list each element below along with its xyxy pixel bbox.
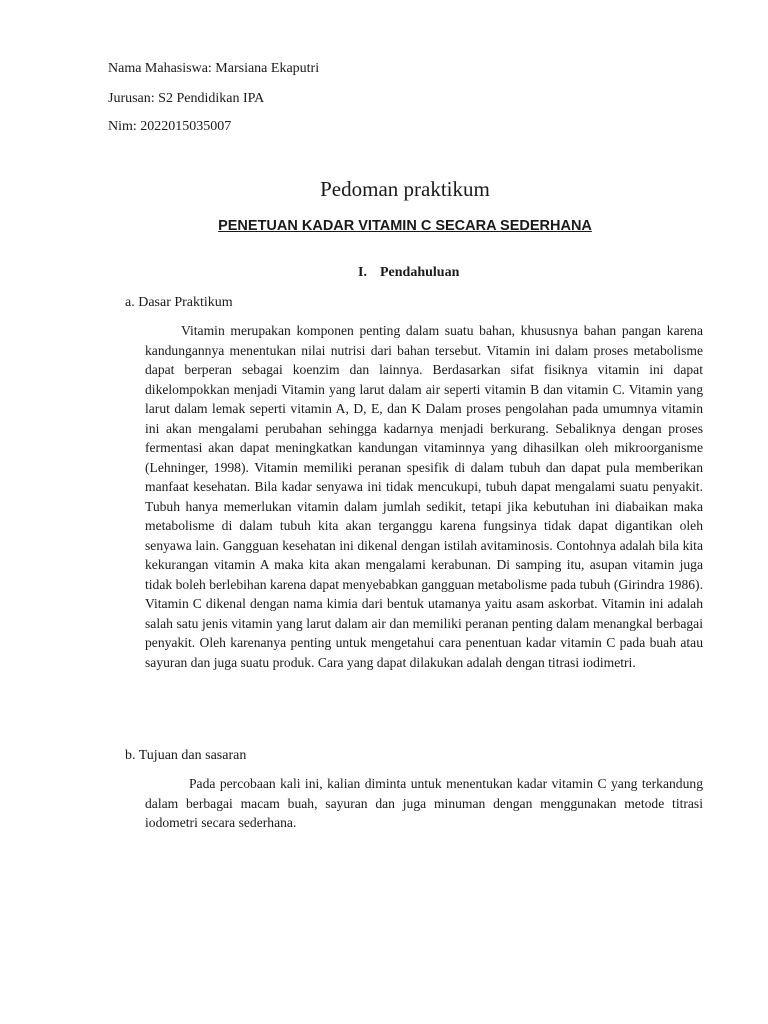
subsection-b-label: b. Tujuan dan sasaran [125,748,247,763]
student-nim: Nim: 2022015035007 [108,119,232,134]
section-heading [358,264,459,282]
subsection-a-paragraph: Vitamin merupakan komponen penting dalam suatu bahan, khususnya bahan pangan karena kandungannya menentukan nilai nutrisi dari bahan tersebut. Vitamin ini dalam proses metabolisme dapat berperan sebagai koenzim dan lainnya. Berdasarkan sifat fisiknya vitamin ini dapat dikelompokkan menjadi Vitamin yang larut dalam air seperti vitamin B dan vitamin C. Vitamin yang larut dalam lemak seperti vitamin A, D, E, dan K Dalam proses pengolahan pada umumnya vitamin ini akan mengalami perubahan sehingga kadarnya menjadi berkurang. Sebaliknya dengan proses fermentasi akan dapat meningkatkan kandungan vitaminnya yang dihasilkan oleh mikroorganisme (Lehninger, 1998). Vitamin memiliki peranan spesifik di dalam tubuh dan dapat pula memberikan manfaat kesehatan. Bila kadar senyawa ini tidak mencukupi, tubuh dapat mengalami suatu penyakit. Tubuh hanya memerlukan vitamin dalam jumlah sedikit, tetapi jika kebutuhan ini diabaikan maka metabolisme di dalam tubuh kita akan terganggu karena fungsinya tidak dapat digantikan oleh senyawa lain. Gangguan kesehatan ini dikenal dengan istilah avitaminosis. Contohnya adalah bila kita kekurangan vitamin A maka kita akan mengalami kerabunan. Di samping itu, asupan vitamin juga tidak boleh berlebihan karena dapat menyebabkan gangguan metabolisme pada tubuh (Girindra 1986). Vitamin C dikenal dengan nama kimia dari bentuk utamanya yaitu asam askorbat. Vitamin ini adalah salah satu jenis vitamin yang larut dalam air dan memiliki peranan penting dalam menangkal berbagai penyakit. Oleh karenanya penting untuk mengetahui cara penentuan kadar vitamin C pada buah atau sayuran dan juga suatu produk. Cara yang dapat dilakukan adalah dengan titrasi iodimetri. [145,323,703,670]
document-subtitle: PENETUAN KADAR VITAMIN C SECARA SEDERHANA [218,218,592,234]
student-department: Jurusan: S2 Pendidikan IPA [108,91,265,106]
subsection-b-paragraph: Pada percobaan kali ini, kalian diminta untuk menentukan kadar vitamin C yang terkandung dalam berbagai macam buah, sayuran dan juga minuman dengan menggunakan metode titrasi iodometri secara sederhana. [145,776,703,830]
subsection-a-label: a. Dasar Praktikum [125,295,233,310]
section-number: I. [358,265,367,280]
document-title: Pedoman praktikum [320,177,490,201]
section-title: Pendahuluan [380,265,460,280]
student-name: Nama Mahasiswa: Marsiana Ekaputri [108,61,320,76]
